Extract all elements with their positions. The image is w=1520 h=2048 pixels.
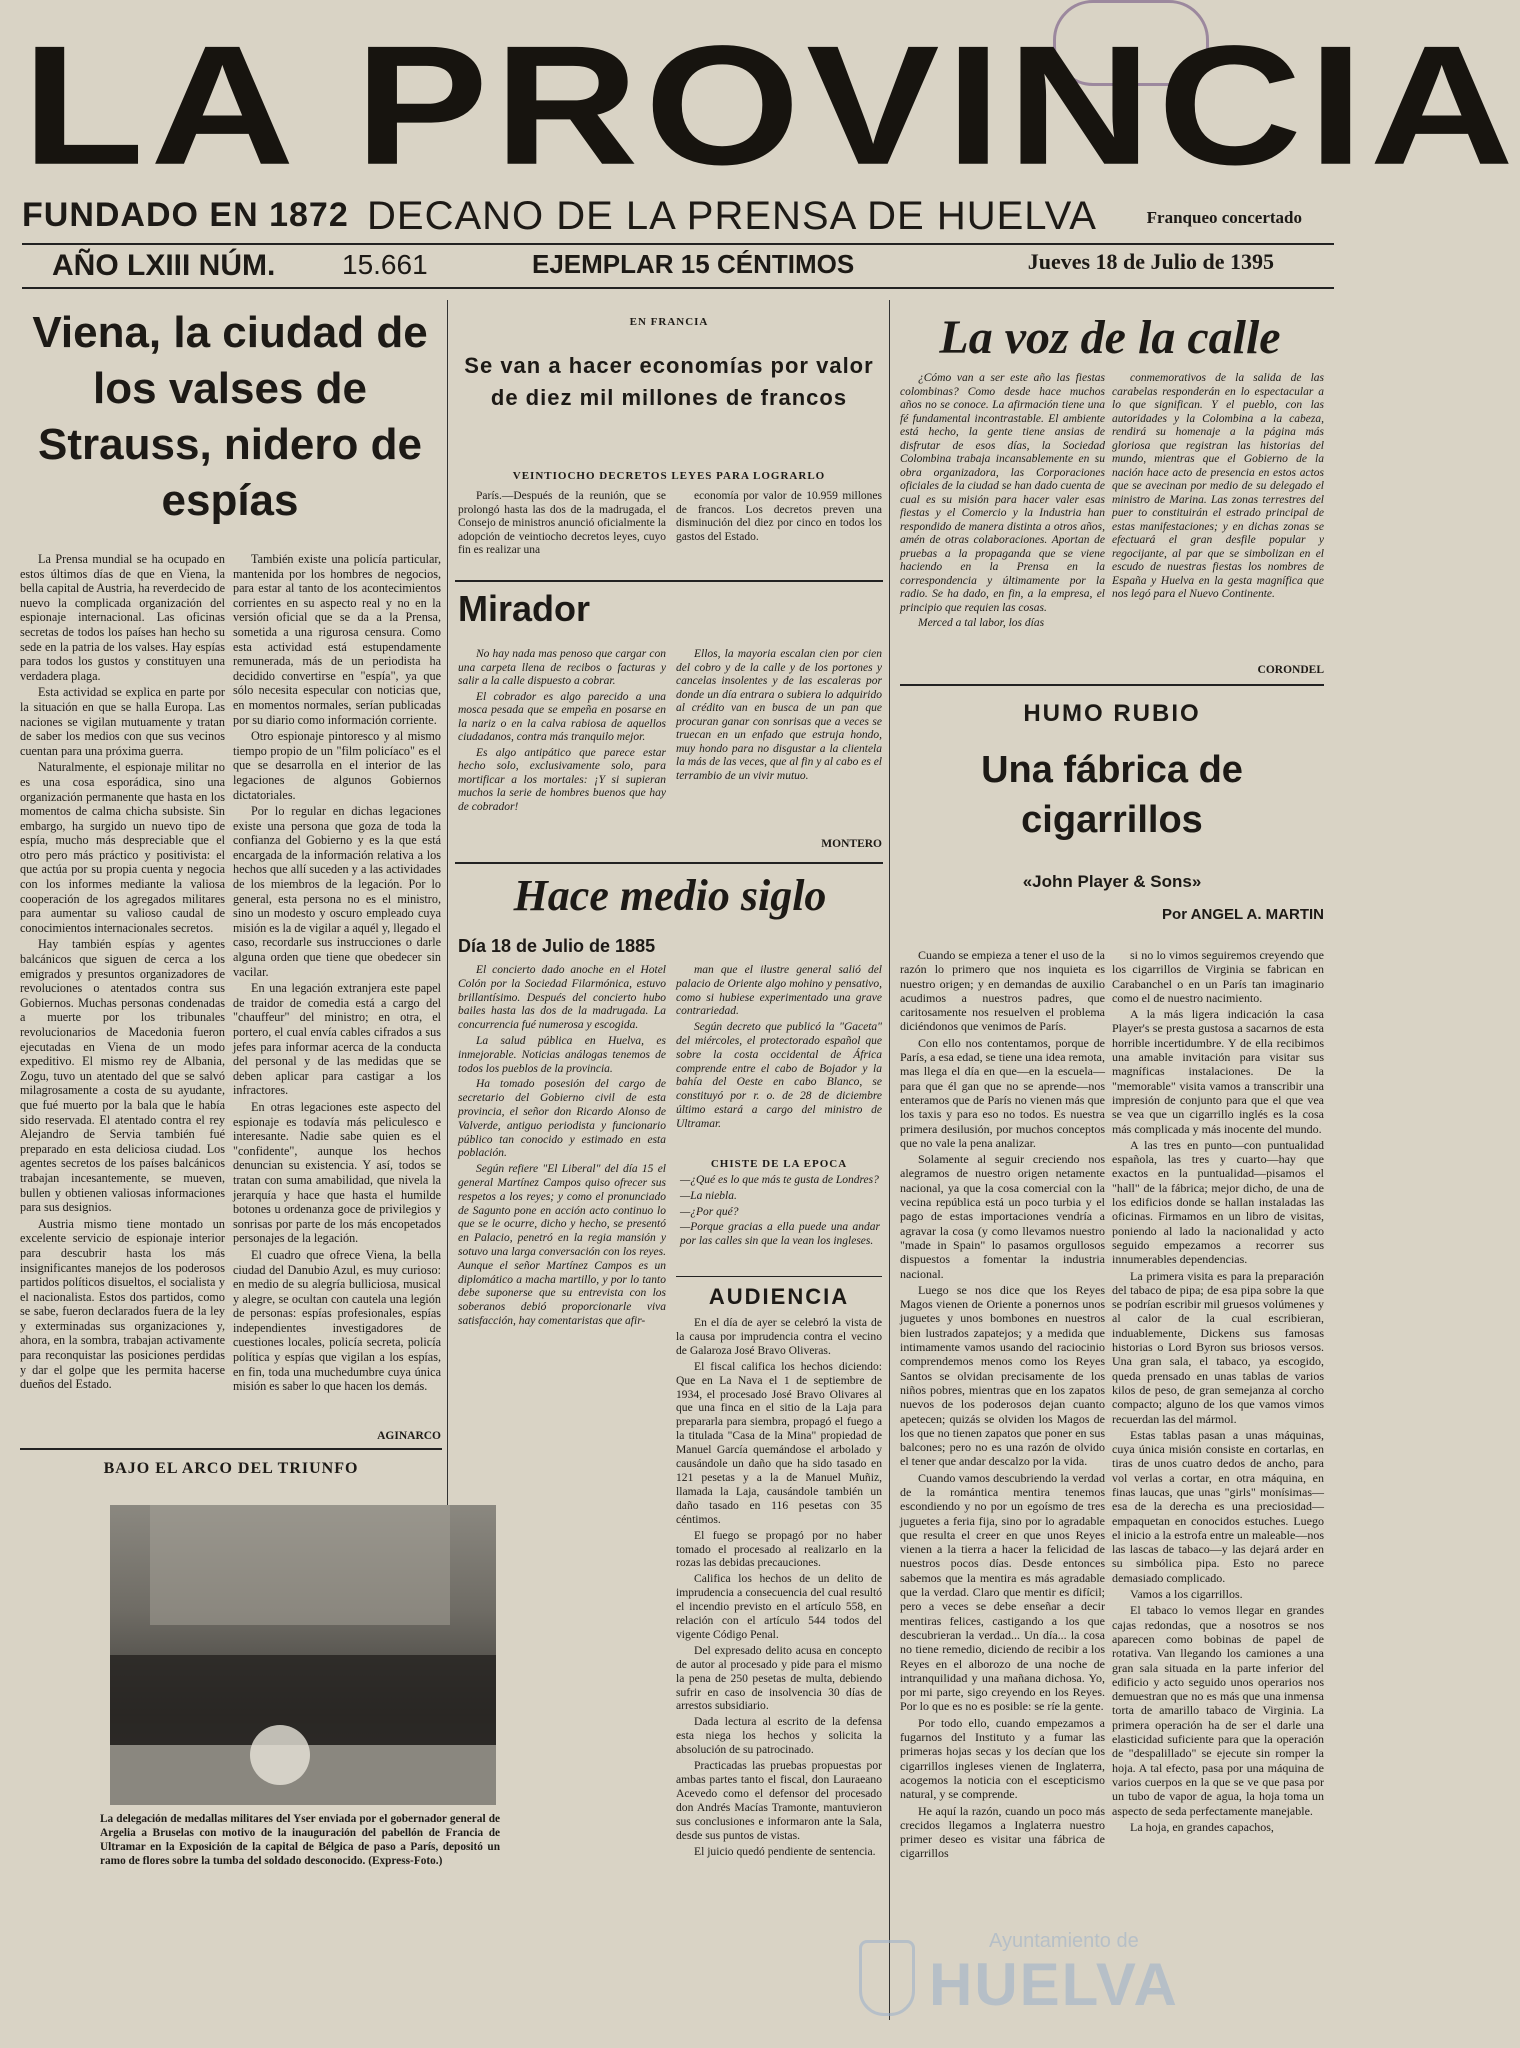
- paragraph: Cuando se empieza a tener el uso de la razón lo primero que nos inquieta es nuestro origen; y en demandas de auxilio acudimos a nuestros padres, que caritosamente nos resuelven el problema diciéndonos que venimos de París.: [900, 948, 1105, 1034]
- paragraph: Merced a tal labor, los días: [918, 617, 1045, 629]
- humo-subhead: «John Player & Sons»: [1022, 872, 1202, 891]
- paragraph: man que el ilustre general salió del palacio de Oriente algo mohino y pensativo, como si hubiese experimentado una grave contrariedad.: [676, 964, 882, 1018]
- voz-title: La voz de la calle: [939, 311, 1281, 364]
- francia-column-1: [458, 490, 666, 560]
- paragraph: Ha tomado posesión del cargo de secretario del Gobierno civil de esta provincia, el señor don Ricardo Alonso de Valverde, antiguo periodista y funcionario público tan conocido y estimado en esta población.: [458, 1078, 666, 1160]
- photo-arch: [150, 1505, 450, 1625]
- paragraph: economía por valor de 10.959 millones de francos. Los decretos preven una disminución del diez por cinco en todos los gastos del Estado.: [676, 490, 882, 543]
- medio-siglo-subtitle: Día 18 de Julio de 1885: [458, 936, 656, 956]
- francia-kicker: EN FRANCIA: [629, 316, 709, 328]
- medio-siglo-column-2: [676, 964, 882, 1164]
- watermark-sub: Ayuntamiento de: [989, 1930, 1139, 1952]
- paragraph: Con ello nos contentamos, porque de París, a esa edad, se tiene una idea remota, mas llega el día en que—en la escuela—para que él gan que no se aprende—nos enteramos que de París no vienen más que los taxis y para eso no todos. Es nuestra primera desilusión, por muchos conceptos que no vale la pena analizar.: [900, 1035, 1105, 1150]
- chiste-line: —Porque gracias a ella puede una andar por las calles sin que la vean los ingleses.: [680, 1221, 880, 1248]
- paragraph: La salud pública en Huelva, es inmejorable. Noticias análogas tenemos de todos los pueblos de la provincia.: [458, 1034, 666, 1075]
- paragraph: El tabaco lo vemos llegar en grandes cajas redondas, que a nosotros se nos aparecen como bobinas de papel de rotativa. Van llegando los camiones a una gran sala situada en la parte inferior del edificio y acto seguido unos operarios nos demuestran que no es más que una inmensa torta de amarillo tabaco de Virginia. La primera operación ha de ser el darle una elasticidad suficiente para que la operación de "despalillado" se ejecute sin romper la hoja. A tal efecto, pasa por una máquina de varios cuerpos en la que se ve que pasa por un tubo de vapor de agua, la hoja toma un aspecto de seda perfectamente manejable.: [1112, 1603, 1324, 1818]
- audiencia-title: AUDIENCIA: [708, 1284, 850, 1309]
- chiste-line: —¿Qué es lo que más te gusta de Londres?: [680, 1174, 879, 1186]
- paragraph: Ellos, la mayoria escalan cien por cien del cobro y de la calle y de los portones y cancelas insolentes y de las escaleras por donde un día entrara o subiera lo adquirido al crédito van en busca de un pan que procuran ganar con sonrisas que a veces se truecan en un enfado que estruja hondo, muy hondo para no disgustar a la clientela la más de las veces, que al fin y al cabo es el terrambio de un vivir mutuo.: [676, 648, 882, 782]
- paragraph: Por todo ello, cuando empezamos a fugarnos del Instituto y a fumar las primeras hojas secas y los decían que los cigarrillos ingleses vienen de Inglaterra, acogemos la noticia con el escepticismo natural, y se comprende.: [900, 1715, 1105, 1802]
- paragraph: Luego se nos dice que los Reyes Magos vienen de Oriente a ponernos unos juguetes y unos bombones en nuestros bien lustrados zapatejos; y a medida que intimamente vamos usando del raciocinio comprendemos menos como los Reyes Santos se olvidan precisamente de los niños pobres, mientras que en los zapatos nuevos de los poderosos dejan cuanto apetecen; quizás se olviden los Magos de los que no tienen zapatos que poner en sus balcones; pero no es una razón de olvido el tener que andar descalzo por la vida.: [900, 1282, 1105, 1469]
- arco-title: BAJO EL ARCO DEL TRIUNFO: [103, 1460, 359, 1477]
- section-rule: [20, 1448, 442, 1450]
- viena-headline: Viena, la ciudad de los valses de Strauss, nidero de espías: [32, 308, 428, 525]
- issue-year: AÑO LXIII NÚM.: [52, 249, 276, 282]
- issue-number: 15.661: [342, 249, 428, 280]
- paragraph: Por lo regular en dichas legaciones existe una persona que goza de toda la confianza del Gobierno y es la que está encargada de la información relativa a los hechos que allí suceden y a las actividades de los miembros de la legación. Por lo general, esta persona no es el ministro, sino un modesto y oscuro empleado cuya misión es la de vigilar a aquél y, llegado el caso, recordarle sus instrucciones o darle alguna orden que tiene que obedecer sin vacilar.: [233, 804, 441, 979]
- chiste-line: —¿Por qué?: [680, 1205, 739, 1218]
- paragraph: Naturalmente, el espionaje militar no es una cosa esporádica, sino una organización permanente que hasta en los momentos de calma chicha subsiste. Sin embargo, ha surgido un nuevo tipo de espía, mucho más despreciable que el otro pero más práctico y positivista: el que actúa por su propia cuenta y negocia con los informes mediante la valiosa cooperación de los agregados militares para aumentar su valioso caudal de conocimientos internacionales secretos.: [20, 760, 225, 935]
- viena-column-1: [20, 552, 225, 1452]
- paragraph: Del expresado delito acusa en concepto de autor al procesado y pide para el mismo la pena de 250 pesetas de multa, debiendo sufrir en caso de insolvencia 30 días de arrestos subsidiario.: [676, 1643, 882, 1713]
- archive-watermark: [929, 1930, 1269, 2030]
- viena-column-2: [233, 552, 441, 1422]
- mirador-column-1: [458, 648, 666, 853]
- audiencia-column: [676, 1316, 882, 2016]
- paragraph: La primera visita es para la preparación del tabaco de pipa; de esa pipa sobre la que se podrían escribir mil gruesos volúmenes y al calor de la cual escribieran, induablemente, Dickens sus famosas historias o Lord Byron sus briosos versos. Una gran sala, el tabaco, ya escogido, queda prensado en unas tablas de varios kilos de peso, de gran semejanza al corcho compacto; alguno de los que vamos vimos recuerdan las del mármol.: [1112, 1268, 1324, 1426]
- mirador-title: Mirador: [458, 588, 591, 629]
- paragraph: París.—Después de la reunión, que se prolongó hasta las dos de la madrugada, el Consejo de ministros anunció oficialmente la adopción de veintiocho decretos leyes, cuyo fin es realizar una: [458, 490, 666, 556]
- paragraph: Hay también espías y agentes balcánicos que siguen de cerca a los emigrados y presuntos organizadores de revoluciones o atentados contra sus Gobiernos. Muchas personas condenadas a muerte por los tribunales revolucionarios de Macedonia fueron ejecutadas en Viena de un modo expeditivo. El mismo rey de Albania, Zogu, tuvo un atentado del que se salvó milagrosamente a costa de su ayudante, que fué muerto por la bala que le había sido reservada. El atentado contra el rey Alejandro de Servia también fué preparado en esta deliciosa ciudad. Los agentes secretos de los países balcánicos trabajan incesantemente, se mueven, bullen y obtienen valiosas informaciones para sus designios.: [20, 937, 225, 1215]
- issue-date: Jueves 18 de Julio de 1395: [1027, 249, 1274, 274]
- paragraph: El fiscal califica los hechos diciendo: Que en La Nava el 1 de septiembre de 1934, el procesado José Bravo Olivares al que una finca en el sitio de la Laja para prepararla para siembra, propagó el fuego a la titulada "Casa de la Mina" propiedad de Manuel García quemándose el arbolado y causándole un daño que ha sido tasado en 121 pesetas y a la de Manuel Muñiz, llamada la Laja, causándole también un daño tasado en 116 pesetas con 35 céntimos.: [676, 1359, 882, 1526]
- paragraph: Estas tablas pasan a unas máquinas, cuya única misión consiste en cortarlas, en tiras de unos cuatro dedos de ancho, para vol verlas a cortar, en otra máquina, en finas laucas, que unas "girls" monísimas—esa de la derecha es una preciosidad—empaquetan en conocidos estuches. Luego el inicio a la estrofa entre un maleable—nos las lascas de tabaco—y las dejará arder en su simbólica pipa. Esto no parece demasiado complicado.: [1112, 1427, 1324, 1585]
- paragraph: si no lo vimos seguiremos creyendo que los cigarrillos de Virginia se fabrican en Carabanchel o en un París tan imaginario como el de nuestro nacimiento.: [1112, 948, 1324, 1005]
- chiste-title: CHISTE DE LA EPOCA: [710, 1158, 848, 1170]
- masthead-subline: [22, 196, 1332, 240]
- humo-byline: Por ANGEL A. MARTIN: [1162, 906, 1324, 923]
- francia-column-2: [676, 490, 882, 546]
- chiste-line: —La niebla.: [680, 1189, 737, 1202]
- paragraph: A las tres en punto—con puntualidad española, las tres y cuarto—hay que exactos en la puntualidad—pisamos el "hall" de la fábrica; mejor dicho, de una de los edificios donde se hallan instaladas las oficinas. Firmamos en un libro de visitas, poniendo al lado la nacionalidad y acto seguido empezamos a recorrer sus innumerables dependencias.: [1112, 1137, 1324, 1267]
- watermark-city: HUELVA: [929, 1951, 1179, 2018]
- paragraph: Esta actividad se explica en parte por la situación en que se halla Europa. Las naciones se vigilan mutuamente y tratan de saber los medios con que sus vecinos cuentan para una próxima guerra.: [20, 685, 225, 758]
- humo-kicker: HUMO RUBIO: [1023, 700, 1201, 727]
- paragraph: Es algo antipático que parece estar hecho solo, exclusivamente solo, para mortificar a los mortales: ¡Y si supieran muchos la serie de hombres buenos que hay de cobrador!: [458, 746, 666, 813]
- humo-column-2: [1112, 948, 1324, 2018]
- issue-price: EJEMPLAR 15 CÉNTIMOS: [532, 249, 855, 279]
- francia-headline: Se van a hacer economías por valor de diez mil millones de francos: [464, 353, 874, 410]
- viena-signature: AGINARCO: [377, 1430, 441, 1442]
- paragraph: Califica los hechos de un delito de imprudencia a consecuencia del cual resultó el incendio previsto en el artículo 558, en relación con el artículo 544 todos del vigente Código Penal.: [676, 1572, 882, 1641]
- paragraph: En el día de ayer se celebró la vista de la causa por imprudencia contra el vecino de Galaroza José Bravo Oliveras.: [676, 1316, 882, 1357]
- issue-bar: [22, 243, 1334, 289]
- section-rule: [455, 580, 883, 582]
- medio-siglo-title: Hace medio siglo: [513, 871, 827, 920]
- column-rule: [889, 300, 890, 2020]
- medio-siglo-column-1: [458, 964, 666, 1444]
- voz-column-2: [1112, 372, 1324, 647]
- paragraph: El concierto dado anoche en el Hotel Colón por la Sociedad Filarmónica, estuvo brillantísimo. Después del concierto hubo bailes hasta las dos de la madrugada. La concurrencia fué numerosa y escogida.: [458, 964, 666, 1032]
- paragraph: A la más ligera indicación la casa Player's se presta gustosa a sacarnos de esta horrible incertidumbre. Y de ella recibimos una amable invitación para visitar sus magníficas instalaciones. De la "memorable" visita vamos a transcribir una impresión de conjunto para que el que vea se vea que un cigarrillo inglés es la cosa más complicada y más inocente del mundo.: [1112, 1007, 1324, 1136]
- paragraph: El fuego se propagó por no haber tomado el procesado al realizarlo en la rozas las debidas precauciones.: [676, 1528, 882, 1570]
- photo-wreath: [250, 1725, 310, 1785]
- paragraph: He aquí la razón, cuando un poco más crecidos llegamos a Inglaterra nuestro primer deseo es visitar una fábrica de cigarrillos: [900, 1803, 1105, 1861]
- paragraph: ¿Cómo van a ser este año las fiestas colombinas? Como desde hace muchos años no se conoce. La afirmación tiene una fé fundamental incontrastable. El ambiente está hecho, la gente tiene ansias de disfrutar de esos días, la Sociedad Colombina trabaja incansablemente en su obra organizadora, las Corporaciones oficiales de la ciudad se han dado cuenta de cual es su misión para hacer valer esas fiestas y el Comercio y la Industria han respondido de manera distinta a otros años, amén de otras colaboraciones. Aportan de pruebas a la propaganda que se viene haciendo en la Prensa en la correspondencia y últimamente por la radio. Se ha dado, en fin, a la empresa, el principio que requien las cosas.: [900, 372, 1105, 614]
- paragraph: Practicadas las pruebas propuestas por ambas partes tanto el fiscal, don Lauraeano Acevedo como el defensor del procesado don Andrés Macías Tramonte, mantuvieron sus conclusiones e informaron ante la Sala, desde sus puntos de vistas.: [676, 1759, 882, 1842]
- humo-headline: Una fábrica de cigarrillos: [981, 749, 1243, 841]
- column-rule: [447, 300, 448, 1670]
- paragraph: Otro espionaje pintoresco y al mismo tiempo propio de un "film policíaco" es el que se desarrolla en el interior de las legaciones de algunos Gobiernos dictatoriales.: [233, 729, 441, 802]
- paragraph: Según refiere "El Liberal" del día 15 el general Martínez Campos quiso ofrecer sus respetos a los reyes; y como el pronunciado de Sagunto pone en acción acto continuo lo que se le ocurre, dicho y hecho, se presentó en Palacio, penetró en la regia mansión y sotuvo una larga conversación con los reyes. Aunque el señor Martínez Campos es un diplomático a macha martillo, y por lo tanto debe suponerse que su entrevista con los soberanos debió proporcionarle viva satisfacción, hay comentaristas que afir-: [458, 1163, 666, 1327]
- paragraph: También existe una policía particular, mantenida por los hombres de negocios, para estar al tanto de los acontecimientos corrientes en su aspecto real y no en la versión oficial que se da a la Prensa, sometida a una rigurosa censura. Como esta actividad está estupendamente remunerada, más de un periodista ha decidido convertirse en "espía", ya que sólo necesita especular con noticias que, en momentos normales, serían publicadas por su diario como información corriente.: [233, 552, 441, 727]
- paragraph: El cobrador es algo parecido a una mosca pesada que se empeña en posarse en la nariz o en la calva rabiosa de aquellos ciudadanos, contra más tranquilo mejor.: [458, 690, 666, 743]
- section-rule: [900, 684, 1324, 686]
- mirador-signature: MONTERO: [821, 838, 882, 850]
- chiste-body: [680, 1174, 880, 1251]
- voz-signature: CORONDEL: [1257, 664, 1324, 676]
- paragraph: El juicio quedó pendiente de sentencia.: [694, 1844, 876, 1858]
- photo-crowd: [110, 1655, 496, 1745]
- paragraph: Austria mismo tiene montado un excelente servicio de espionaje interior para descubrir hasta los más insignificantes manejos de los poderosos partidos políticos disueltos, el socialista y el nacionalista. Estos dos partidos, como se sabe, fueron declarados fuera de la ley y exterminadas sus organizaciones y, ahora, en la sombra, trabajan activamente para reconquistar las posiciones perdidas y dar el golpe que les permita hacerse dueños del Estado.: [20, 1216, 225, 1392]
- paragraph: Cuando vamos descubriendo la verdad de la romántica mentira tenemos escondiendo y no por un egoísmo de tres juguetes a feria fija, sino por lo agradable que resulta el creer en que unos Reyes vienen a la tierra a hacer la felicidad de nuestros pocos días. Desde entonces sabemos que la mentira es más agradable que la verdad. Claro que mentir es difícil; pero a veces se debe enseñar a decir mentiras felices, castigando a los que descubrieran la verdad... Un día... la cosa no tiene remedio, diciendo de recibir a los Reyes en el alborozo de una noche de intranquilidad y una mañana dichosa. Yo, por mi parte, sigo creyendo en los Reyes. Por lo que es no es posible: se ríe la gente.: [900, 1470, 1105, 1714]
- arco-caption: La delegación de medallas militares del Yser enviada por el gobernador general de Argelia a Bruselas con motivo de la inauguración del pabellón de Francia de Ultramar en la Exposición de la capital de Bélgica de paso a París, depositó un ramo de flores sobre la tumba del soldado desconocido. (Express-Foto.): [100, 1813, 500, 1867]
- tagline: DECANO DE LA PRENSA DE HUELVA: [367, 194, 1097, 238]
- arco-photo: [110, 1505, 496, 1805]
- paragraph: conmemorativos de la salida de las carabelas responderán en lo espectacular a lo que significan. Y el pueblo, con las autoridades y la Colombina a la cabeza, rendirá su homenaje a la página más gloriosa que registran las historias del mundo, mientras que el Gobierno de la nación hace acto de presencia en estos actos que se avecinan por medio de su delegado el ministro de Marina. Las zonas terrestres del puer to constituirán el estrado principal de estas manifestaciones; y en dichas zonas se efectuará el gran desfile popular y regocijante, al par que se simbolizan en el escudo de nuestras fiestas los nombres de España y Huelva en la gesta magnífica que nos legó para el Nuevo Continente.: [1112, 372, 1324, 600]
- mirador-column-2: [676, 648, 882, 833]
- paragraph: En otras legaciones este aspecto del espionaje es todavía más peliculesco e interesante. Nadie sabe quien es el "confidente", aunque los hechos denuncian su existencia. Y así, todos se tratan con suma amabilidad, que nivela la jerarquía y hace que hasta el humilde botones u ordenanza goce de privilegios y sonrisas por parte de los más encopetados personajes de la legación.: [233, 1099, 441, 1246]
- founded-line: FUNDADO EN 1872: [22, 196, 349, 234]
- section-rule: [455, 862, 883, 864]
- paragraph: Vamos a los cigarrillos.: [1130, 1587, 1243, 1602]
- coat-of-arms-icon: [859, 1940, 915, 2016]
- paragraph: La Prensa mundial se ha ocupado en estos últimos días de que en Viena, la bella capital de Austria, ha reverdecido de nuevo la complicada organización del espionaje internacional. Las oficinas secretas de todos los países han hecho su sede en la patria de los valses. Hay espías para todos los gustos y constituyen una verdadera plaga.: [20, 552, 225, 683]
- paragraph: El cuadro que ofrece Viena, la bella ciudad del Danubio Azul, es muy curioso: en medio de su alegría bulliciosa, musical y alegre, se ocultan con cautela una legión de personas: espías profesionales, espías independientes investigadores de cuestiones locales, policía secreta, policía política y espías que vigilan a los espías, en fin, toda una muchedumbre cuya única misión es saber lo que hacen los demás.: [233, 1247, 441, 1394]
- postage-note: Franqueo concertado: [1146, 208, 1302, 227]
- francia-subhead: VEINTIOCHO DECRETOS LEYES PARA LOGRARLO: [512, 470, 826, 482]
- paragraph: Dada lectura al escrito de la defensa esta niega los hechos y solicita la absolución de su patrocinado.: [676, 1715, 882, 1757]
- section-rule: [676, 1276, 882, 1277]
- paragraph: No hay nada mas penoso que cargar con una carpeta llena de recibos o facturas y salir a la calle dispuesto a cobrar.: [458, 648, 666, 687]
- paragraph: La hoja, en grandes capachos,: [1130, 1819, 1274, 1834]
- humo-column-1: [900, 948, 1105, 2018]
- paragraph: En una legación extranjera este papel de traidor de comedia está a cargo del "chauffeur" del ministro; en otra, el portero, el cual envía cables cifrados a sus jefes para informar acerca de la conducta del personal y de las medidas que se deben aplicar para castigar a los infractores.: [233, 981, 441, 1098]
- masthead-title: LA PROVINCIA: [22, 10, 1520, 201]
- voz-column-1: [900, 372, 1105, 672]
- paragraph: Según decreto que publicó la "Gaceta" del miércoles, el protectorado español que sobre la costa occidental de África comprende entre el cabo de Bojador y la bahía del Oeste en cabo Blanco, se constituyó por r. o. de 28 de diciembre último estará a cargo del ministro de Ultramar.: [676, 1021, 882, 1130]
- paragraph: Solamente al seguir creciendo nos alegramos de nuestro origen netamente nacional, ya que la cosa comercial con la vecina república está un poco turbia y el pago de estas importaciones vendría a agravar la cosa (y como llevamos nuestro "made in Spain" lo pasamos orgullosos dispuestos a fomentar la industria nacional.: [900, 1152, 1105, 1281]
